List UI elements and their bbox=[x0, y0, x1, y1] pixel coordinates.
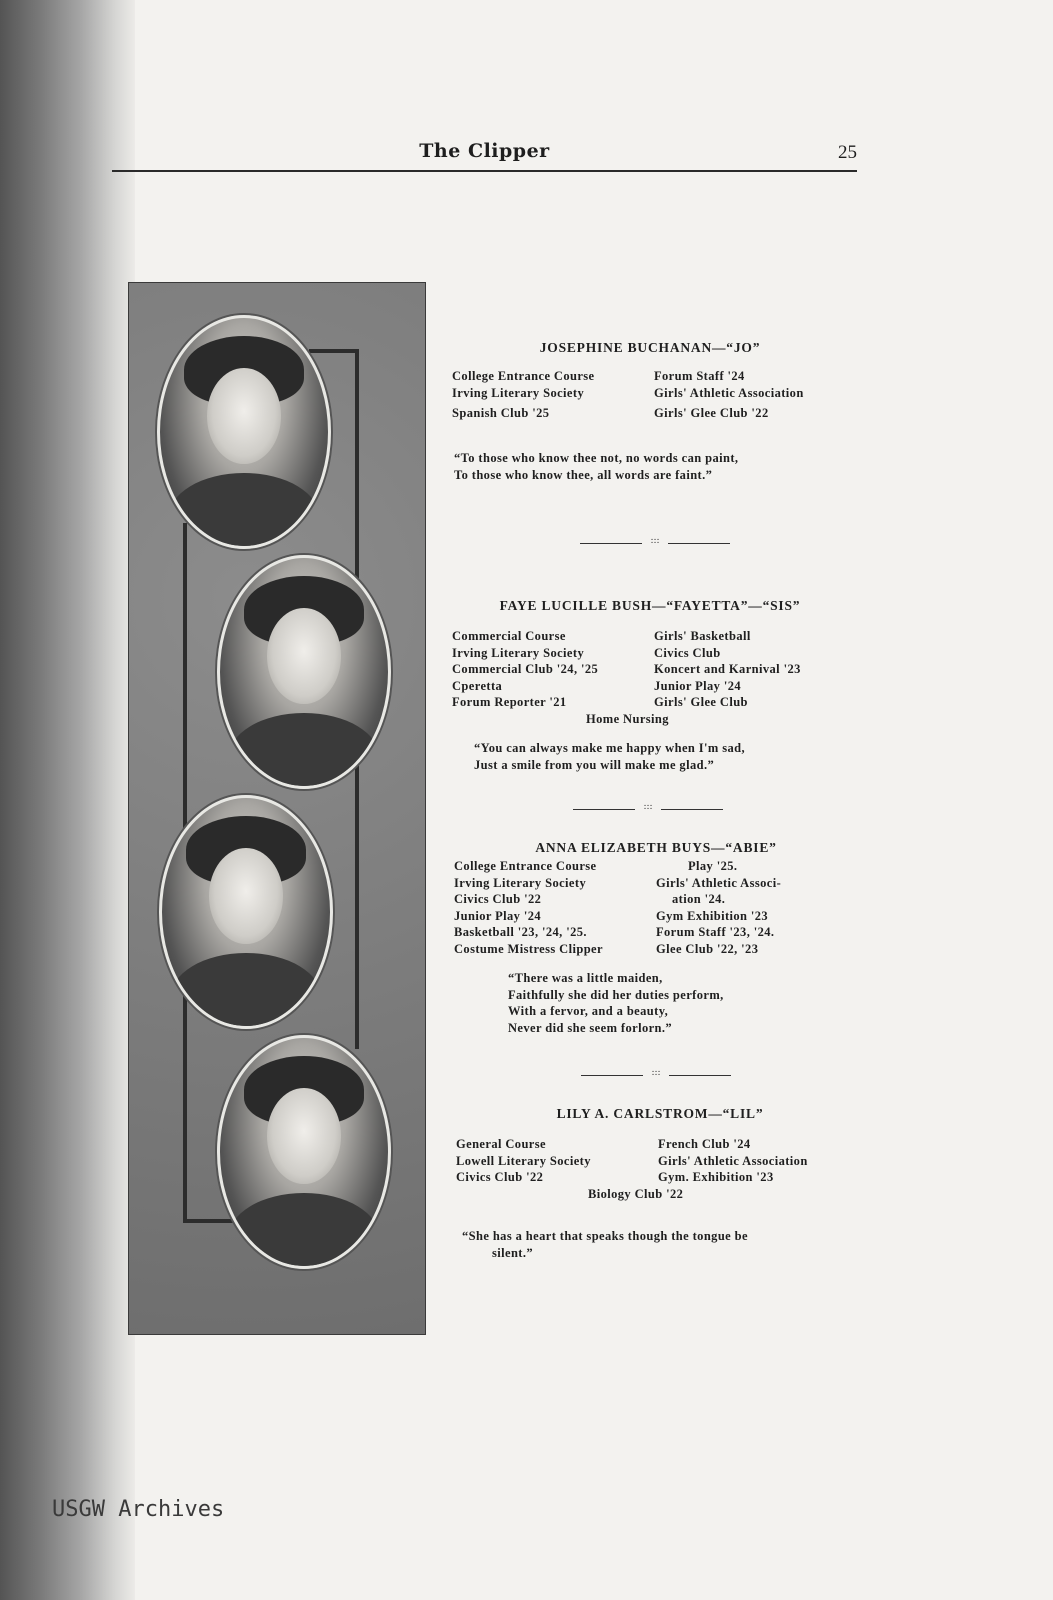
portrait-panel bbox=[128, 282, 426, 1335]
activity: Girls' Athletic Association bbox=[654, 385, 804, 400]
activity: Basketball '23, '24, '25. bbox=[454, 925, 587, 939]
quote-line: Never did she seem forlorn.” bbox=[508, 1020, 673, 1035]
portrait-photo-1 bbox=[157, 315, 331, 549]
portrait-photo-3 bbox=[159, 795, 333, 1029]
entry-quote bbox=[462, 1228, 748, 1261]
entry-quote bbox=[454, 450, 738, 483]
activity: Girls' Basketball bbox=[654, 629, 751, 643]
activity-center: Biology Club '22 bbox=[588, 1187, 684, 1201]
entry-name: LILY A. CARLSTROM—“LIL” bbox=[556, 1106, 764, 1121]
activity: Play '25. bbox=[688, 859, 738, 873]
activity: Forum Staff '23, '24. bbox=[656, 925, 775, 939]
page-number: 25 bbox=[838, 142, 857, 163]
divider-glyph: ::: bbox=[643, 802, 653, 812]
activity: Civics Club bbox=[654, 645, 721, 660]
quote-line: “She has a heart that speaks though the tongue be bbox=[462, 1229, 748, 1243]
divider-glyph: ::: bbox=[651, 1068, 661, 1078]
quote-line: To those who know thee, all words are faint.” bbox=[454, 467, 713, 482]
activity: French Club '24 bbox=[658, 1137, 751, 1151]
activities-right bbox=[654, 628, 801, 711]
portrait-photo-2 bbox=[217, 555, 391, 789]
quote-line: “You can always make me happy when I'm sad, bbox=[474, 741, 746, 755]
activity: Girls' Athletic Associ- bbox=[656, 875, 782, 890]
activity: Junior Play '24 bbox=[654, 678, 742, 693]
activity: Costume Mistress Clipper bbox=[454, 941, 603, 956]
quote-line: Just a smile from you will make me glad.” bbox=[474, 757, 715, 772]
activity: Gym Exhibition '23 bbox=[656, 908, 769, 923]
entry-name: JOSEPHINE BUCHANAN—“JO” bbox=[539, 340, 761, 355]
activity: Civics Club '22 bbox=[454, 892, 542, 906]
portrait-photo-4 bbox=[217, 1035, 391, 1269]
frame-line-top bbox=[309, 349, 359, 353]
activity: Junior Play '24 bbox=[454, 908, 542, 923]
publication-title: The Clipper bbox=[419, 140, 550, 162]
activity-center: Home Nursing bbox=[586, 712, 669, 726]
activities-left bbox=[456, 1136, 591, 1186]
activity: Girls' Glee Club '22 bbox=[654, 406, 769, 420]
activity: Gym. Exhibition '23 bbox=[658, 1170, 774, 1184]
book-spine-shadow bbox=[0, 0, 135, 1600]
activity: Forum Reporter '21 bbox=[452, 695, 567, 709]
section-divider bbox=[580, 536, 730, 548]
activity: Civics Club '22 bbox=[456, 1170, 544, 1184]
section-divider bbox=[581, 1068, 731, 1080]
archive-watermark: USGW Archives bbox=[52, 1497, 225, 1522]
activity: Commercial Club '24, '25 bbox=[452, 662, 599, 676]
activity: Irving Literary Society bbox=[452, 385, 585, 400]
activities-left bbox=[452, 368, 595, 422]
activities-left bbox=[452, 628, 598, 711]
activities-right bbox=[656, 858, 781, 957]
quote-line: “To those who know thee not, no words can paint, bbox=[454, 451, 739, 465]
activity: ation '24. bbox=[672, 892, 726, 906]
activity: Forum Staff '24 bbox=[654, 369, 745, 383]
activity: Irving Literary Society bbox=[452, 645, 585, 660]
activity: General Course bbox=[456, 1137, 546, 1151]
activity: Irving Literary Society bbox=[454, 875, 587, 890]
entry-quote bbox=[474, 740, 745, 773]
activities-left bbox=[454, 858, 603, 957]
activity: College Entrance Course bbox=[454, 859, 597, 873]
activity: Lowell Literary Society bbox=[456, 1153, 591, 1168]
entry-name: FAYE LUCILLE BUSH—“FAYETTA”—“SIS” bbox=[499, 598, 801, 613]
entry-quote bbox=[508, 970, 724, 1036]
activity: College Entrance Course bbox=[452, 369, 595, 383]
entry-name: ANNA ELIZABETH BUYS—“ABIE” bbox=[535, 840, 777, 855]
activity: Glee Club '22, '23 bbox=[656, 941, 759, 956]
activities-right bbox=[654, 368, 804, 422]
activity: Koncert and Karnival '23 bbox=[654, 662, 801, 676]
quote-line: silent.” bbox=[492, 1245, 534, 1260]
quote-line: “There was a little maiden, bbox=[508, 971, 663, 985]
activity: Spanish Club '25 bbox=[452, 406, 550, 420]
page-header bbox=[112, 138, 857, 172]
activity: Girls' Athletic Association bbox=[658, 1153, 808, 1168]
activity: Commercial Course bbox=[452, 629, 566, 643]
activities-right bbox=[658, 1136, 808, 1186]
quote-line: Faithfully she did her duties perform, bbox=[508, 987, 724, 1002]
quote-line: With a fervor, and a beauty, bbox=[508, 1004, 669, 1018]
section-divider bbox=[573, 802, 723, 814]
activity: Girls' Glee Club bbox=[654, 695, 748, 709]
activity: Cperetta bbox=[452, 678, 503, 693]
divider-glyph: ::: bbox=[650, 536, 660, 546]
